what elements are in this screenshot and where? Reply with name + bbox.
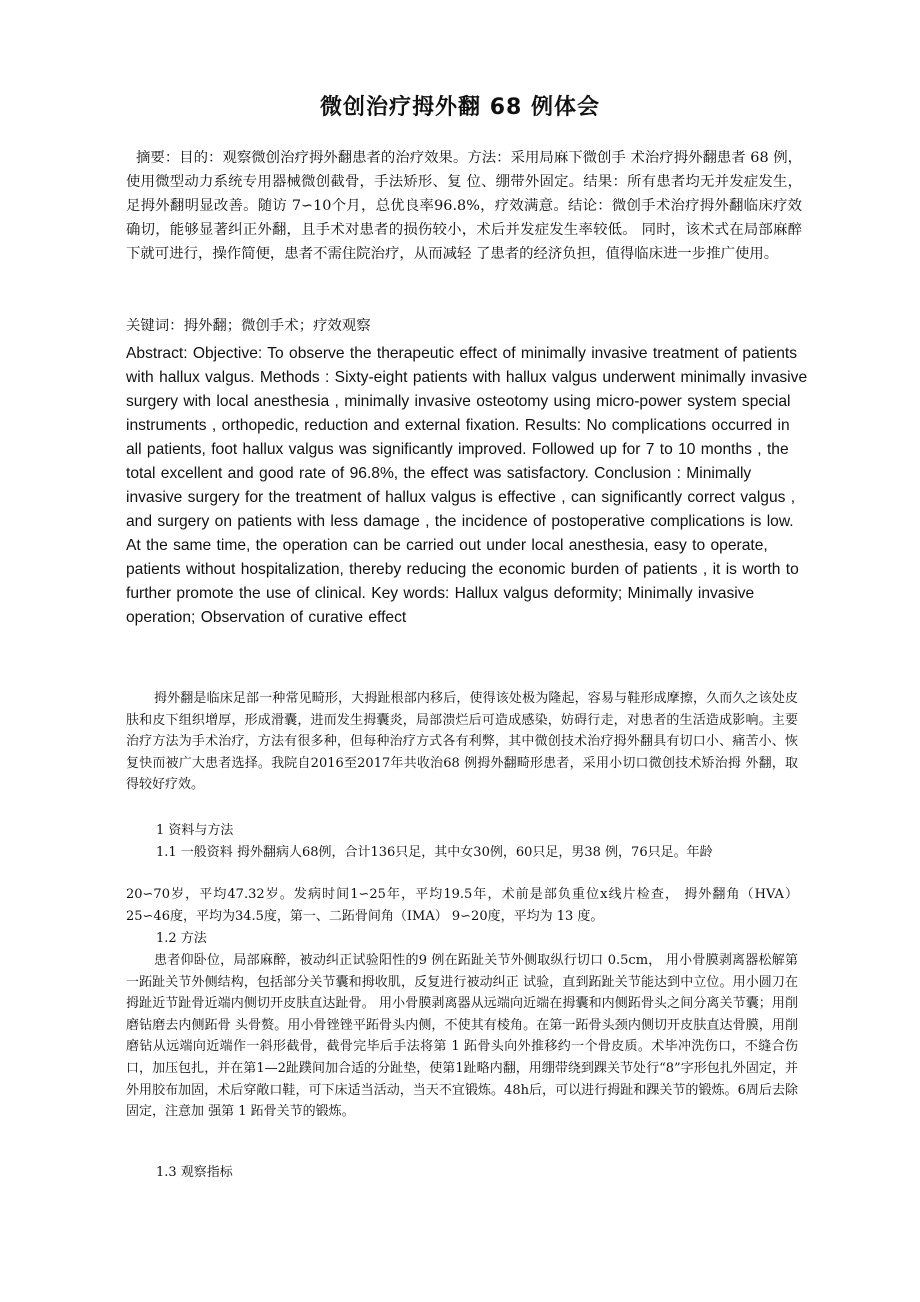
section-heading-1-2: 1.2 方法 [156,931,207,946]
intro-paragraph: 拇外翻是临床足部一种常见畸形，大拇趾根部内移后，使得该处极为隆起，容易与鞋形成摩擦，久而久之该处皮肤和皮下组织增厚，形成滑囊，进而发生拇囊炎，局部溃烂后可造成感染，妨碍行走，对患者的生活造成影响。主要治疗方法为手术治疗，方法有很多种，但每种治疗方式各有利弊，其中微创技术治疗拇外翻具有切口小、痛苦小、恢复快而被广大患者选择。我院自2016至2017年共收治68 例拇外翻畸形患者，采用小切口微创技术矫治拇 外翻，取得较好疗效。 [126,691,798,793]
section-1-1-continuation: 20∽70岁，平均47.32岁。发病时间1∽25年，平均19.5年，术前是部负重位x线片检查， 拇外翻角（HVA） 25∽46度，平均为34.5度，第一、二跖骨间角（IMA） 9∽20度，平均为 13 度。 [126,887,798,924]
section-heading-1: 1 资料与方法 [156,823,234,838]
chinese-abstract: 摘要：目的：观察微创治疗拇外翻患者的治疗效果。方法：采用局麻下微创手 术治疗拇外翻患者 68 例，使用微型动力系统专用器械微创截骨，手法矫形、复 位、绷带外固定。结果：所有患者均无并发症发生，足拇外翻明显改善。随访 7∽10个月，总优良率96.8%，疗效满意。结论：微创手术治疗拇外翻临床疗效 确切，能够显著纠正外翻，且手术对患者的损伤较小，术后并发症发生率较低。 同时，该术式在局部麻醉下就可进行，操作简便，患者不需住院治疗，从而减轻 了患者的经济负担，值得临床进一步推广使用。 [126,150,802,262]
page-title: 微创治疗拇外翻 68 例体会 [320,95,600,120]
chinese-keywords: 关键词：拇外翻；微创手术；疗效观察 [126,318,371,334]
english-abstract: Abstract: Objective: To observe the therapeutic effect of minimally invasive treatment of patients with hallux valgus. Methods : Sixty-eight patients with hallux valgus underwent minimally invasive surgery with local anesthesia , minimally invasive osteotomy using micro-power system special instruments , orthopedic, reduction and external fixation. Results: No complications occurred in all patients, foot hallux valgus was significantly improved. Followed up for 7 to 10 months , the total excellent and good rate of 96.8%, the effect was satisfactory. Conclusion : Minimally invasive surgery for the treatment of hallux valgus is effective , can significantly correct valgus , and surgery on patients with less damage , the incidence of postoperative complications is low. At the same time, the operation can be carried out under local anesthesia, easy to operate, patients without hospitalization, thereby reducing the economic burden of patients , it is worth to further promote the use of clinical. Key words: Hallux valgus deformity; Minimally invasive operation; Observation of curative effect [126,345,808,626]
section-1-2-text: 患者仰卧位，局部麻醉，被动纠正试验阳性的9 例在跖趾关节外侧取纵行切口 0.5cm， 用小骨膜剥离器松解第一跖趾关节外侧结构，包括部分关节囊和拇收肌，反复进行被动纠正 试验，直到跖趾关节能达到中立位。用小圆刀在拇趾近节趾骨近端内侧切开皮肤直达趾骨。 用小骨膜剥离器从远端向近端在拇囊和内侧跖骨头之间分离关节囊；用削磨钻磨去内侧跖骨 头骨赘。用小骨锉锉平跖骨头内侧，不使其有棱角。在第一跖骨头颈内侧切开皮肤直达骨膜，用削磨钻从远端向近端作一斜形截骨，截骨完毕后手法将第 1 跖骨头向外推移约一个骨皮质。术毕冲洗伤口，不缝合伤口，加压包扎，并在第1—2趾蹼间加合适的分趾垫，使第1趾略内翻，用绷带绕到踝关节处行“8”字形包扎外固定，并外用胶布加固，术后穿敞口鞋，可下床适当活动，当天不宜锻炼。48h后，可以进行拇趾和踝关节的锻炼。6周后去除固定，注意加 强第 1 跖骨关节的锻炼。 [126,953,798,1120]
section-1-1-text: 1.1 一般资料 拇外翻病人68例，合计136只足，其中女30例，60只足，男38 例，76只足。年龄 [156,845,713,860]
section-heading-1-3: 1.3 观察指标 [156,1165,233,1180]
